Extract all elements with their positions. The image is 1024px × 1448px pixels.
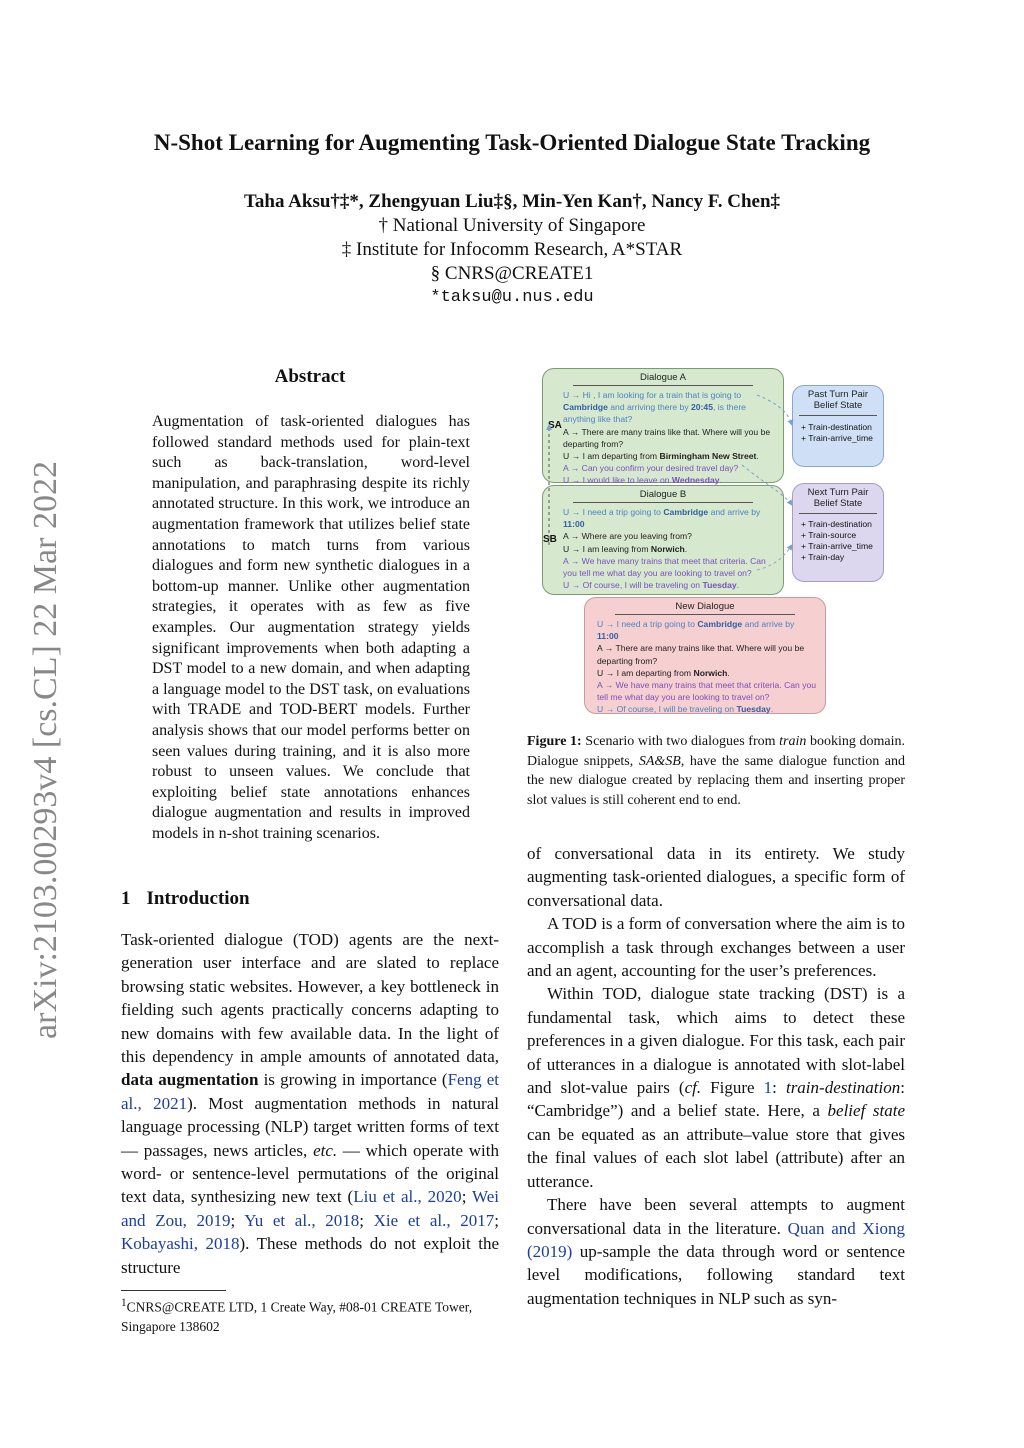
citation-link[interactable]: Xie et al., 2017	[373, 1210, 495, 1230]
right-column-text	[527, 842, 905, 1310]
affiliation-nus: † National University of Singapore	[378, 215, 646, 236]
keyword-data-augmentation: data augmentation	[121, 1070, 259, 1090]
snippet-label-sa: SA	[548, 420, 562, 431]
new-dialogue-line: U → I need a trip going to Cambridge and arrive by 11:00	[597, 619, 795, 642]
past-belief-title: Past Turn Pair	[807, 389, 869, 400]
belief-slot: + Train-arrive_time	[801, 433, 873, 443]
dialogue-b-line: U → I need a trip going to Cambridge and arrive by 11:00	[563, 507, 761, 530]
past-belief-subtitle: Belief State	[813, 400, 863, 411]
dialogue-b-title: Dialogue B	[639, 489, 687, 500]
section-title: Introduction	[146, 888, 250, 909]
paragraph-related: There have been several attempts to augment conversational data in the literature. Quan and Xiong (2019) up-sample the data through word or sentence level modifications, following standard text augmentation techniques in NLP such as syn-	[527, 1195, 905, 1308]
belief-slot: + Train-destination	[801, 519, 872, 529]
affiliation-cnrs: § CNRS@CREATE1	[430, 263, 594, 284]
affiliation-i2r: ‡ Institute for Infocomm Research, A*STAR	[341, 239, 683, 260]
abstract-heading: Abstract	[274, 366, 346, 387]
paragraph-tod: A TOD is a form of conversation where the aim is to accomplish a task through exchanges between a user and an agent, accounting for the user’s preferences.	[527, 914, 905, 981]
new-dialogue-line: U → Of course, I will be traveling on Tuesday.	[597, 704, 774, 715]
citation-link[interactable]: Kobayashi, 2018	[121, 1234, 240, 1254]
belief-slot: + Train-source	[801, 530, 857, 540]
belief-slot: + Train-destination	[801, 422, 872, 432]
new-dialogue-line: U → I am departing from Norwich.	[597, 667, 730, 678]
dialogue-b-line: U → Of course, I will be traveling on Tuesday.	[563, 580, 740, 591]
author-block	[0, 190, 1024, 310]
paper-title: N-Shot Learning for Augmenting Task-Oriented Dialogue State Tracking	[153, 130, 871, 155]
dialogue-a-line: U → I would like to leave on Wednesday.	[563, 475, 722, 486]
caption-math: SA&SB	[638, 753, 681, 769]
citation-link[interactable]: Feng et al., 2021	[121, 1070, 499, 1113]
past-state-arrow	[757, 395, 792, 425]
author-names: Taha Aksu†‡*, Zhengyuan Liu‡§, Min-Yen Kan†, Nancy F. Chen‡	[243, 191, 781, 212]
belief-slot: + Train-day	[801, 552, 845, 562]
abstract-text: Augmentation of task-oriented dialogues has followed standard methods used for plain-text such as back-translation, word-level manipulation, and paraphrasing despite its richly annotated structure. In this work, we introduce an augmentation framework that utilizes belief state annotations to match turns from various dialogues and form new synthetic dialogues in a bottom-up manner. Unlike other augmentation strategies, it operates with as few as five examples. Our augmentation strategy yields significant improvements when both adapting a DST model to a new domain, and when adapting a language model to the DST task, on evaluations with TRADE and TOD-BERT models. Further analysis shows that our model performs better on seen values during training, and it is also more robust to unseen values. We conclude that exploiting belief state annotations enhances dialogue augmentation and results in improved models in n-shot training scenarios.	[152, 413, 470, 842]
belief-slot: + Train-arrive_time	[801, 541, 873, 551]
paragraph-continuation: of conversational data in its entirety. We study augmenting task-oriented dialogues, a specific form of conversational data.	[527, 844, 905, 910]
dialogue-a-line: U → Hi , I am looking for a train that is going to Cambridge and arriving there by 20:45, is there anything like that?	[563, 390, 746, 425]
dialogue-a-line: U → I am departing from Birmingham New Street.	[563, 451, 759, 462]
arxiv-sidebar	[10, 430, 82, 1070]
arxiv-id: arXiv:2103.00293v4 [cs.CL] 22 Mar 2022	[27, 461, 64, 1039]
figure-ref-link[interactable]: 1	[763, 1078, 773, 1098]
caption-label: Figure 1:	[527, 734, 582, 749]
citation-link[interactable]: Wei and Zou, 2019	[121, 1187, 499, 1230]
footnote-rule	[121, 1290, 226, 1291]
dialogue-a-title: Dialogue A	[640, 372, 686, 383]
section-number: 1	[121, 888, 131, 909]
new-dialogue-title: New Dialogue	[675, 601, 735, 612]
citation-link[interactable]: Liu et al., 2020	[353, 1187, 462, 1207]
dialogue-b-line: U → I am leaving from Norwich.	[563, 543, 688, 554]
footnote: $^1$CNRS@CREATE LTD, 1 Create Way, #08-01 CREATE Tower, Singapore 138602	[121, 1297, 473, 1334]
dialogue-b-line: A → We have many trains that meet that criteria. Can you tell me what day you are looking to travel on?	[563, 555, 766, 579]
citation-link[interactable]: Yu et al., 2018	[244, 1210, 360, 1230]
snippet-label-sb: SB	[543, 534, 557, 545]
figure-caption: Figure 1: Scenario with two dialogues from train booking domain. Dialogue snippets, SA&SB, have the same dialogue function and the new dialogue created by replacing them and inserting proper slot values is still coherent end to end.	[527, 734, 905, 808]
next-state-arrow	[757, 545, 792, 570]
next-belief-subtitle: Belief State	[813, 498, 863, 509]
dialogue-a-line: A → There are many trains like that. Where will you be departing from?	[563, 426, 771, 449]
section-heading	[121, 888, 250, 910]
new-dialogue-line: A → There are many trains like that. Where will you be departing from?	[597, 643, 805, 666]
citation-link[interactable]: Quan and Xiong (2019)	[527, 1218, 905, 1261]
intro-paragraph: Task-oriented dialogue (TOD) agents are the next-generation user interface and are slated to replace browsing static websites. However, a key bottleneck in fielding such agents practically concerns adapting to new domains with few available data. In the light of this dependency in ample amounts of annotated data, data augmentation is growing in importance (Feng et al., 2021). Most augmentation methods in natural language processing (NLP) target written forms of text — passages, news articles, etc. — which operate with word- or sentence-level permutations of the original text data, synthesizing new text (Liu et al., 2020; Wei and Zou, 2019; Yu et al., 2018; Xie et al., 2017; Kobayashi, 2018). These methods do not exploit the structure	[121, 930, 499, 1277]
author-email: *taksu@u.nus.edu	[430, 288, 594, 307]
dialogue-a-line: A → Can you confirm your desired travel day?	[563, 463, 739, 474]
next-state-arrow	[742, 465, 792, 505]
next-belief-title: Next Turn Pair	[807, 487, 869, 498]
figure-1	[527, 365, 907, 715]
figure-connector-arrows	[527, 365, 907, 715]
dialogue-b-line: A → Where are you leaving from?	[563, 531, 692, 542]
paragraph-dst: Within TOD, dialogue state tracking (DST) is a fundamental task, which aims to detect these preferences in a given dialogue. For this task, each pair of utterances in a dialogue is annotated with slot-label and slot-value pairs (cf. Figure 1: train-destination: “Cambridge”) and a belief state. Here, a belief state can be equated as an attribute–value store that gives the final values of each slot label (attribute) after an utterance.	[527, 984, 906, 1191]
new-dialogue-line: A → We have many trains that meet that criteria. Can you tell me what day you are looking to travel on?	[597, 680, 817, 703]
